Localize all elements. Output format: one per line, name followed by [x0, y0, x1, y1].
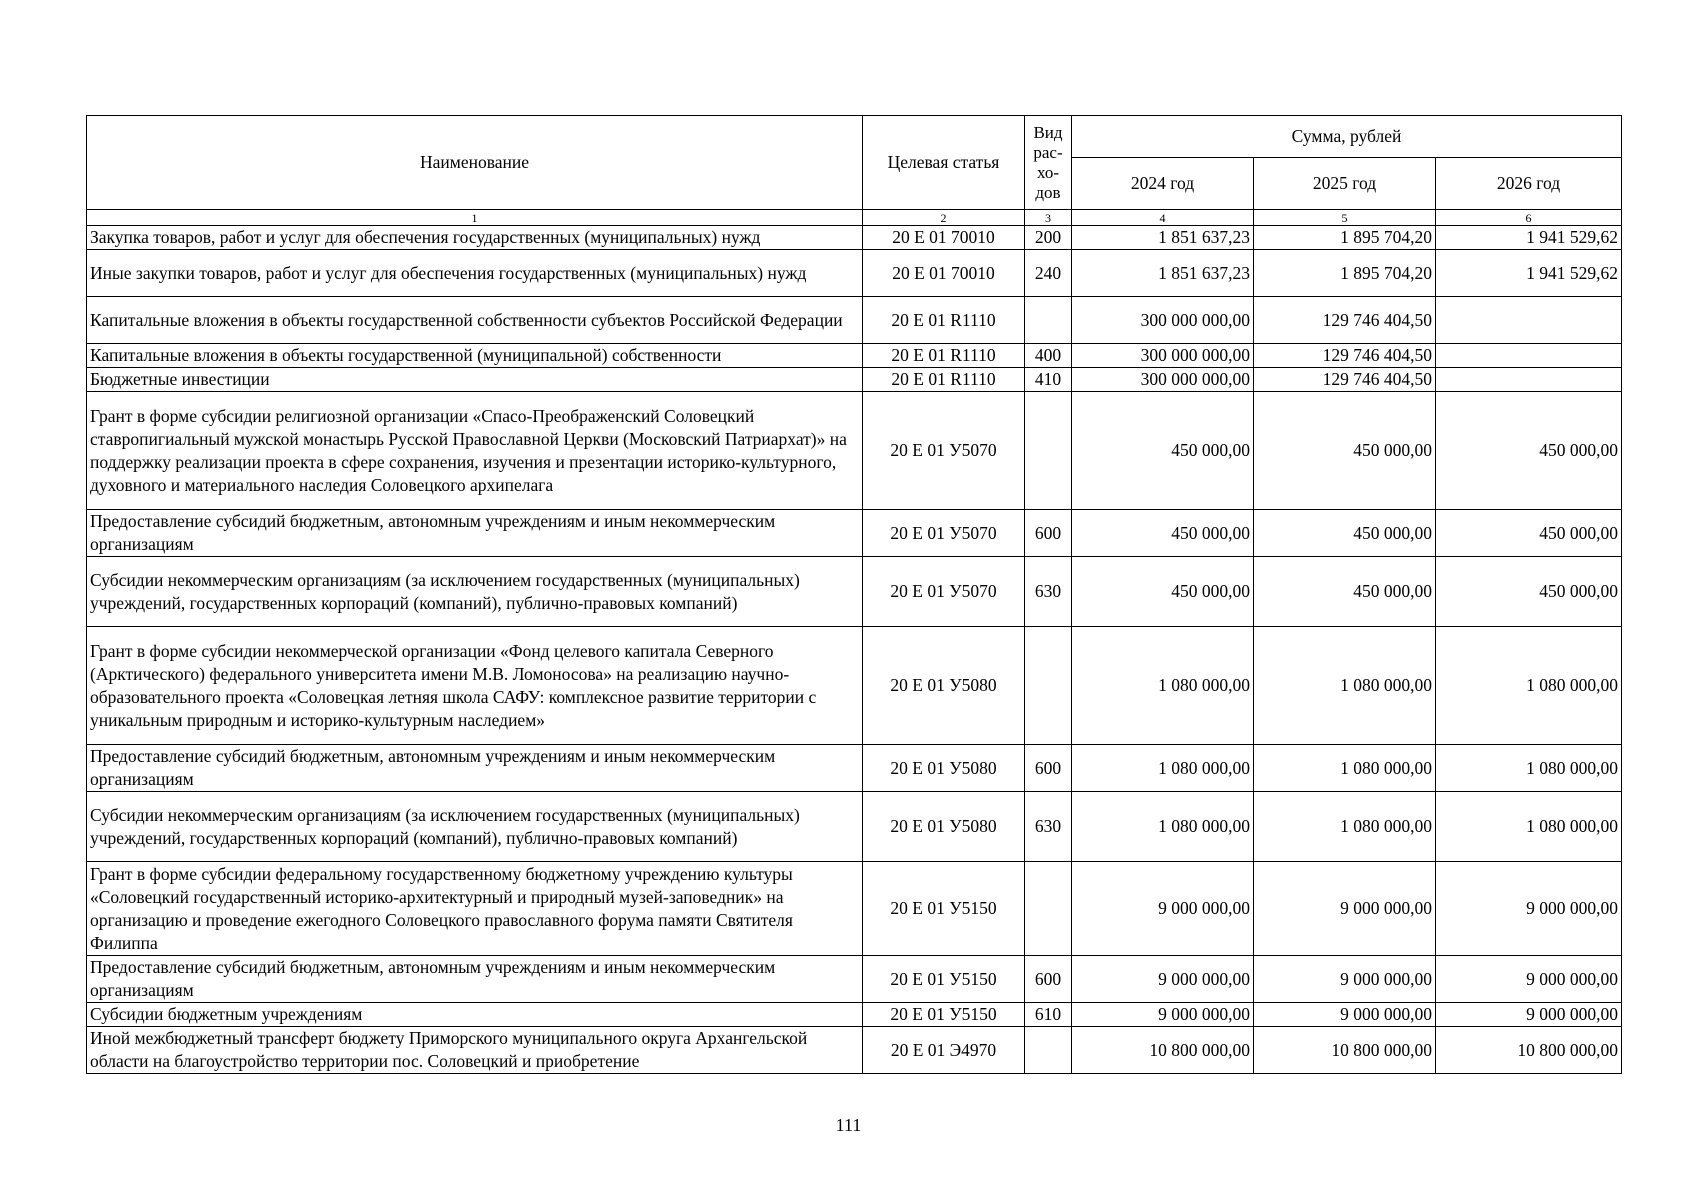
table-row [87, 368, 1622, 392]
row-expense-type: 200 [1025, 226, 1072, 250]
table-row [87, 344, 1622, 368]
row-target-article: 20 Е 01 У5070 [863, 557, 1025, 627]
table-row [87, 1027, 1622, 1074]
budget-table [86, 115, 1622, 1074]
row-sum-2024: 300 000 000,00 [1072, 297, 1254, 344]
row-target-article: 20 Е 01 70010 [863, 226, 1025, 250]
row-sum-2026: 9 000 000,00 [1436, 956, 1622, 1003]
row-name: Предоставление субсидий бюджетным, автономным учреждениям и иным некоммерческим организациям [87, 510, 863, 557]
row-expense-type: 600 [1025, 745, 1072, 792]
row-name: Субсидии некоммерческим организациям (за исключением государственных (муниципальных) учреждений, государственных корпораций (компаний), публично-правовых компаний) [87, 557, 863, 627]
row-name: Грант в форме субсидии религиозной организации «Спасо-Преображенский Соловецкий ставропигиальный мужской монастырь Русской Православной Церкви (Московский Патриархат)» на поддержку реализации проекта в сфере сохранения, изучения и презентации историко-культурного, духовного и материального наследия Соловецкого архипелага [87, 392, 863, 510]
column-number: 6 [1436, 210, 1622, 226]
row-name: Иные закупки товаров, работ и услуг для обеспечения государственных (муниципальных) нужд [87, 250, 863, 297]
row-sum-2024: 450 000,00 [1072, 557, 1254, 627]
row-sum-2026: 1 941 529,62 [1436, 226, 1622, 250]
row-target-article: 20 Е 01 R1110 [863, 297, 1025, 344]
row-sum-2024: 450 000,00 [1072, 510, 1254, 557]
row-sum-2026: 9 000 000,00 [1436, 862, 1622, 956]
row-sum-2024: 300 000 000,00 [1072, 344, 1254, 368]
row-name: Грант в форме субсидии федеральному государственному бюджетному учреждению культуры «Соловецкий государственный историко-архитектурный и природный музей-заповедник» на организацию и проведение ежегодного Соловецкого православного форума памяти Святителя Филиппа [87, 862, 863, 956]
table-row [87, 862, 1622, 956]
table-body [87, 226, 1622, 1074]
row-name: Предоставление субсидий бюджетным, автономным учреждениям и иным некоммерческим организациям [87, 745, 863, 792]
row-sum-2024: 1 851 637,23 [1072, 250, 1254, 297]
row-name: Капитальные вложения в объекты государственной собственности субъектов Российской Федерации [87, 297, 863, 344]
row-expense-type: 610 [1025, 1003, 1072, 1027]
row-sum-2026: 450 000,00 [1436, 510, 1622, 557]
row-sum-2025: 129 746 404,50 [1254, 368, 1436, 392]
row-target-article: 20 Е 01 R1110 [863, 344, 1025, 368]
row-sum-2024: 9 000 000,00 [1072, 956, 1254, 1003]
table-row [87, 792, 1622, 862]
row-name: Субсидии бюджетным учреждениям [87, 1003, 863, 1027]
row-target-article: 20 Е 01 У5080 [863, 745, 1025, 792]
row-sum-2024: 9 000 000,00 [1072, 1003, 1254, 1027]
row-expense-type: 240 [1025, 250, 1072, 297]
row-sum-2025: 450 000,00 [1254, 510, 1436, 557]
row-sum-2025: 1 080 000,00 [1254, 745, 1436, 792]
row-expense-type: 410 [1025, 368, 1072, 392]
header-year-2026: 2026 год [1436, 158, 1622, 210]
row-target-article: 20 Е 01 У5150 [863, 862, 1025, 956]
row-sum-2024: 1 080 000,00 [1072, 792, 1254, 862]
row-target-article: 20 Е 01 У5150 [863, 956, 1025, 1003]
column-number: 3 [1025, 210, 1072, 226]
row-target-article: 20 Е 01 У5080 [863, 792, 1025, 862]
row-sum-2026: 1 080 000,00 [1436, 792, 1622, 862]
row-expense-type [1025, 1027, 1072, 1074]
row-expense-type [1025, 862, 1072, 956]
table-row [87, 557, 1622, 627]
row-sum-2025: 129 746 404,50 [1254, 344, 1436, 368]
header-sum: Сумма, рублей [1072, 116, 1622, 158]
row-sum-2024: 9 000 000,00 [1072, 862, 1254, 956]
page-number: 111 [835, 1115, 862, 1135]
row-expense-type [1025, 627, 1072, 745]
row-sum-2026: 1 080 000,00 [1436, 745, 1622, 792]
row-sum-2026: 1 080 000,00 [1436, 627, 1622, 745]
row-sum-2025: 1 895 704,20 [1254, 226, 1436, 250]
row-name: Субсидии некоммерческим организациям (за исключением государственных (муниципальных) учреждений, государственных корпораций (компаний), публично-правовых компаний) [87, 792, 863, 862]
row-sum-2024: 1 851 637,23 [1072, 226, 1254, 250]
row-sum-2025: 10 800 000,00 [1254, 1027, 1436, 1074]
row-target-article: 20 Е 01 У5070 [863, 392, 1025, 510]
column-number: 4 [1072, 210, 1254, 226]
row-target-article: 20 Е 01 У5080 [863, 627, 1025, 745]
row-name: Иной межбюджетный трансферт бюджету Приморского муниципального округа Архангельской области на благоустройство территории пос. Соловецкий и приобретение [87, 1027, 863, 1074]
row-sum-2026 [1436, 368, 1622, 392]
row-sum-2026: 450 000,00 [1436, 392, 1622, 510]
row-target-article: 20 Е 01 У5150 [863, 1003, 1025, 1027]
row-sum-2024: 10 800 000,00 [1072, 1027, 1254, 1074]
row-sum-2025: 1 895 704,20 [1254, 250, 1436, 297]
row-sum-2025: 450 000,00 [1254, 557, 1436, 627]
row-expense-type: 400 [1025, 344, 1072, 368]
header-target-article: Целевая статья [863, 116, 1025, 210]
row-sum-2025: 9 000 000,00 [1254, 1003, 1436, 1027]
row-expense-type: 600 [1025, 510, 1072, 557]
header-name: Наименование [87, 116, 863, 210]
column-number: 5 [1254, 210, 1436, 226]
row-sum-2024: 450 000,00 [1072, 392, 1254, 510]
column-number-row [87, 210, 1622, 226]
row-name: Бюджетные инвестиции [87, 368, 863, 392]
row-sum-2026: 450 000,00 [1436, 557, 1622, 627]
row-sum-2025: 9 000 000,00 [1254, 862, 1436, 956]
row-target-article: 20 Е 01 У5070 [863, 510, 1025, 557]
row-expense-type [1025, 392, 1072, 510]
column-number: 2 [863, 210, 1025, 226]
table-row [87, 627, 1622, 745]
row-sum-2026: 1 941 529,62 [1436, 250, 1622, 297]
row-target-article: 20 Е 01 70010 [863, 250, 1025, 297]
row-target-article: 20 Е 01 Э4970 [863, 1027, 1025, 1074]
row-expense-type: 600 [1025, 956, 1072, 1003]
header-year-2024: 2024 год [1072, 158, 1254, 210]
column-number: 1 [87, 210, 863, 226]
row-name: Капитальные вложения в объекты государственной (муниципальной) собственности [87, 344, 863, 368]
header-row-1 [87, 116, 1622, 158]
row-sum-2025: 9 000 000,00 [1254, 956, 1436, 1003]
row-target-article: 20 Е 01 R1110 [863, 368, 1025, 392]
table-row [87, 392, 1622, 510]
table-row [87, 297, 1622, 344]
table-row [87, 956, 1622, 1003]
row-expense-type: 630 [1025, 557, 1072, 627]
row-sum-2026 [1436, 297, 1622, 344]
row-name: Грант в форме субсидии некоммерческой организации «Фонд целевого капитала Северного (Арктического) федерального университета имени М.В. Ломоносова» на реализацию научно-образовательного проекта «Соловецкая летняя школа САФУ: комплексное развитие территории с уникальным природным и историко-культурным наследием» [87, 627, 863, 745]
row-sum-2025: 1 080 000,00 [1254, 792, 1436, 862]
row-name: Предоставление субсидий бюджетным, автономным учреждениям и иным некоммерческим организациям [87, 956, 863, 1003]
table-row [87, 250, 1622, 297]
row-expense-type [1025, 297, 1072, 344]
row-name: Закупка товаров, работ и услуг для обеспечения государственных (муниципальных) нужд [87, 226, 863, 250]
row-sum-2026: 10 800 000,00 [1436, 1027, 1622, 1074]
row-sum-2024: 300 000 000,00 [1072, 368, 1254, 392]
header-expense-type: Вид рас-хо-дов [1025, 116, 1072, 210]
table-row [87, 510, 1622, 557]
row-sum-2024: 1 080 000,00 [1072, 627, 1254, 745]
row-sum-2025: 450 000,00 [1254, 392, 1436, 510]
row-sum-2026: 9 000 000,00 [1436, 1003, 1622, 1027]
row-expense-type: 630 [1025, 792, 1072, 862]
row-sum-2026 [1436, 344, 1622, 368]
row-sum-2024: 1 080 000,00 [1072, 745, 1254, 792]
row-sum-2025: 1 080 000,00 [1254, 627, 1436, 745]
header-year-2025: 2025 год [1254, 158, 1436, 210]
table-row [87, 226, 1622, 250]
table-row [87, 745, 1622, 792]
row-sum-2025: 129 746 404,50 [1254, 297, 1436, 344]
table-row [87, 1003, 1622, 1027]
